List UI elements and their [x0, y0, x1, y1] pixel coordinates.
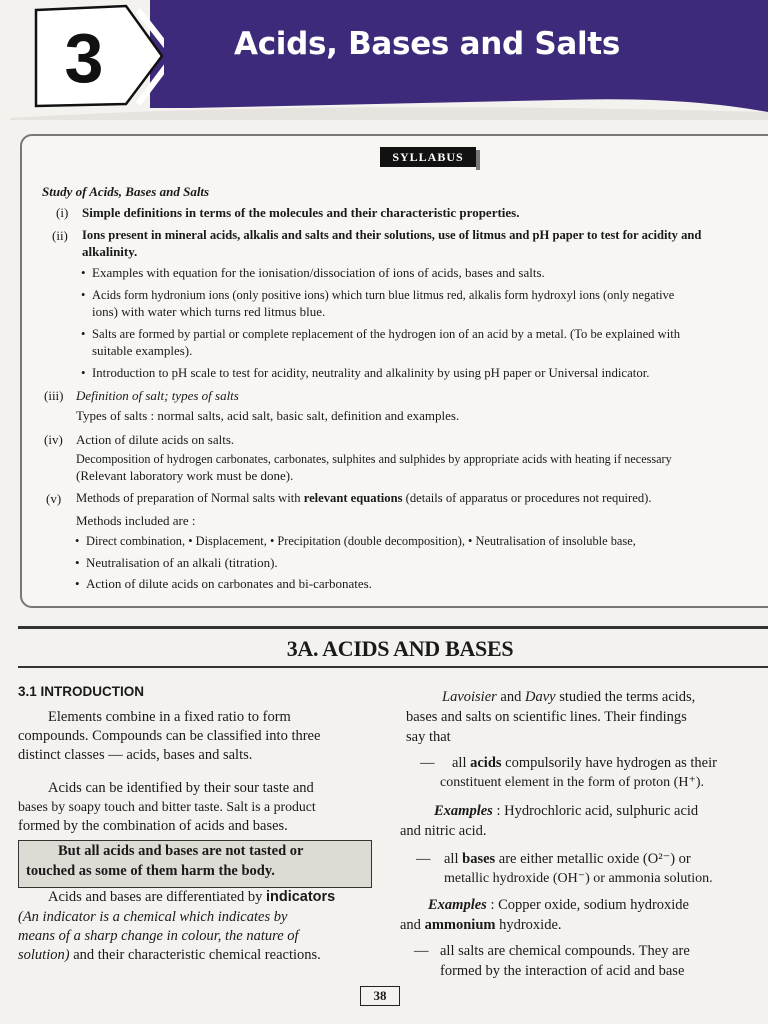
- text-line: means of a sharp change in colour, the nature of: [18, 928, 299, 944]
- dash: —: [420, 755, 435, 771]
- text-line: metallic hydroxide (OH⁻) or ammonia solution.: [444, 871, 713, 886]
- text-line: bases and salts on scientific lines. Their findings: [406, 709, 687, 725]
- syllabus-item-num: (i): [56, 205, 69, 220]
- text-line: all acids compulsorily have hydrogen as their: [452, 755, 717, 771]
- syllabus-item: Simple definitions in terms of the molecules and their characteristic properties.: [82, 205, 520, 220]
- syllabus-tag: SYLLABUS: [380, 147, 476, 167]
- chapter-number: 3: [64, 19, 104, 97]
- text-line: formed by the interaction of acid and base: [440, 963, 685, 979]
- syllabus-bullet: • Action of dilute acids on carbonates and bi-carbonates.: [86, 575, 372, 592]
- text-line: (An indicator is a chemical which indicates by: [18, 909, 288, 925]
- text-line: compounds. Compounds can be classified into three: [18, 728, 321, 744]
- syllabus-line: (Relevant laboratory work must be done).: [76, 468, 294, 483]
- syllabus-bullet: • Introduction to pH scale to test for acidity, neutrality and alkalinity by using pH paper or Universal indicator.: [92, 365, 649, 382]
- subsection-heading: 3.1 INTRODUCTION: [18, 684, 145, 699]
- text-line: solution) and their characteristic chemical reactions.: [18, 947, 321, 963]
- syllabus-item-num: (iii): [44, 388, 64, 403]
- text-line: and ammonium hydroxide.: [400, 917, 562, 933]
- page-number: 38: [360, 986, 400, 1006]
- text-line: Lavoisier and Davy studied the terms acids,: [442, 689, 696, 705]
- text-line: bases by soapy touch and bitter taste. Salt is a product: [18, 799, 316, 814]
- note-line: touched as some of them harm the body.: [26, 863, 275, 879]
- syllabus-bullet: • Acids form hydronium ions (only positive ions) which turn blue litmus red, alkalis form hydroxyl ions (only negative: [92, 287, 674, 304]
- text-line: Examples : Hydrochloric acid, sulphuric acid: [434, 803, 699, 819]
- syllabus-item-num: (ii): [52, 228, 68, 243]
- dash: —: [416, 851, 431, 867]
- note-line: But all acids and bases are not tasted or: [58, 843, 304, 859]
- syllabus-line: Decomposition of hydrogen carbonates, carbonates, sulphites and sulphides by appropriate acids with heating if necessary: [76, 452, 672, 466]
- syllabus-bullet: • Neutralisation of an alkali (titration).: [86, 554, 278, 571]
- text-line: Elements combine in a fixed ratio to form: [48, 709, 291, 725]
- syllabus-item: Methods of preparation of Normal salts with relevant equations (details of apparatus or procedures not required).: [76, 491, 652, 505]
- text-line: Examples : Copper oxide, sodium hydroxide: [428, 897, 689, 913]
- syllabus-item-num: (v): [46, 491, 62, 506]
- text-line: Acids and bases are differentiated by indicators: [48, 889, 336, 905]
- syllabus-bullet: • Salts are formed by partial or complete replacement of the hydrogen ion of an acid by a metal. (To be explained with: [92, 326, 680, 343]
- syllabus-bullet: • Direct combination, • Displacement, • Precipitation (double decomposition), • Neutralisation of insoluble base,: [86, 533, 636, 550]
- text-line: say that: [406, 729, 451, 745]
- syllabus-item-num: (iv): [44, 432, 63, 447]
- text-line: Acids can be identified by their sour taste and: [48, 780, 314, 796]
- syllabus-item: Definition of salt; types of salts: [76, 388, 239, 403]
- text-line: formed by the combination of acids and bases.: [18, 818, 288, 834]
- syllabus-item: Ions present in mineral acids, alkalis and salts and their solutions, use of litmus and pH paper to test for acidity and: [82, 228, 702, 242]
- syllabus-line: Methods included are :: [76, 513, 196, 528]
- syllabus-bullet: • Examples with equation for the ionisation/dissociation of ions of acids, bases and salts.: [92, 264, 545, 281]
- text-line: all salts are chemical compounds. They are: [440, 943, 690, 959]
- syllabus-line: suitable examples).: [92, 343, 193, 358]
- syllabus-item: alkalinity.: [82, 244, 138, 259]
- syllabus-line: Types of salts : normal salts, acid salt, basic salt, definition and examples.: [76, 408, 460, 423]
- syllabus-heading: Study of Acids, Bases and Salts: [42, 184, 210, 199]
- text-line: and nitric acid.: [400, 823, 487, 839]
- chapter-title: Acids, Bases and Salts: [234, 26, 620, 62]
- text-line: distinct classes — acids, bases and salts.: [18, 747, 253, 763]
- text-line: all bases are either metallic oxide (O²⁻) or: [444, 851, 691, 867]
- syllabus-line: ions) with water which turns red litmus blue.: [92, 304, 326, 319]
- section-rule-bottom: [18, 666, 768, 668]
- section-title: 3A. ACIDS AND BASES: [286, 636, 514, 661]
- syllabus-item: Action of dilute acids on salts.: [76, 432, 235, 447]
- dash: —: [414, 943, 429, 959]
- text-line: constituent element in the form of proton (H⁺).: [440, 775, 704, 790]
- section-rule-top: [18, 626, 768, 629]
